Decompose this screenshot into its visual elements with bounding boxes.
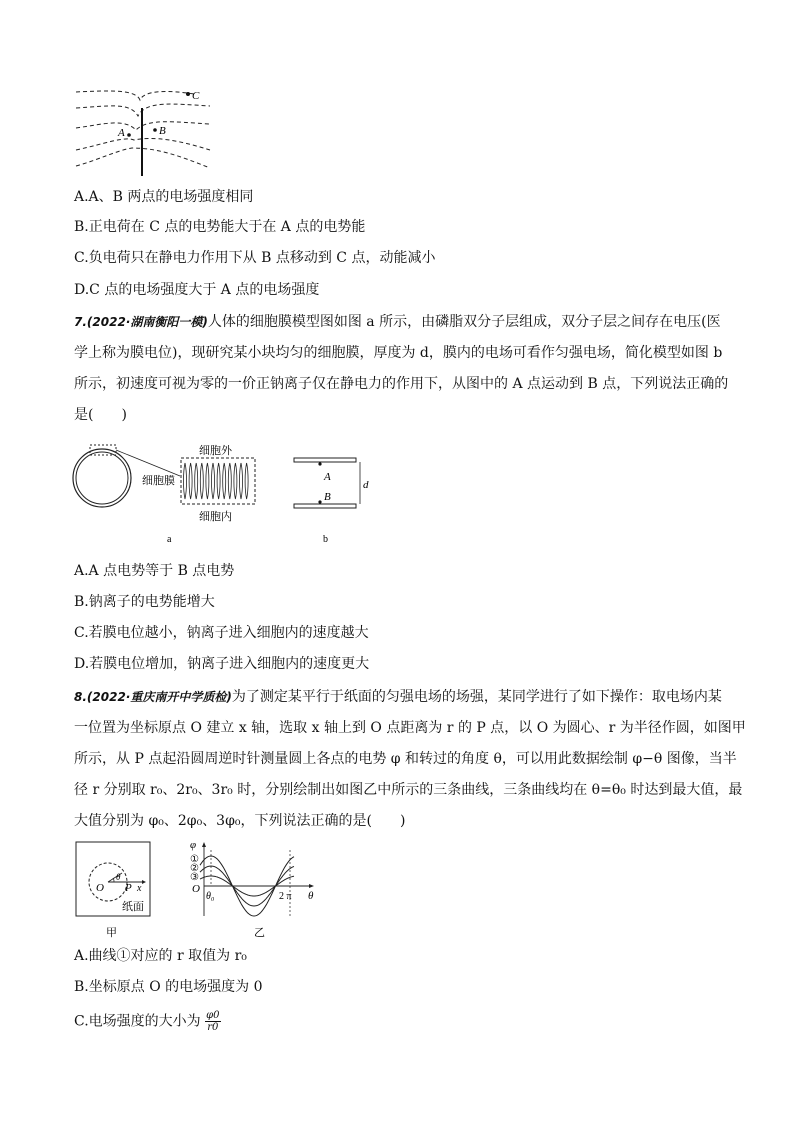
point-c-dot (186, 92, 190, 96)
q7-option-b: B.钠离子的电势能增大 (74, 594, 215, 610)
label-a: A (118, 127, 125, 139)
q8-stem-line5: 大值分别为 φ₀、2φ₀、3φ₀，下列说法正确的是( ) (74, 813, 406, 829)
q8-stem-line1 (74, 687, 724, 707)
lipid-loop (245, 463, 248, 499)
caption-a: a (167, 534, 172, 545)
cell-membrane-figure-a (72, 436, 272, 548)
label-outside: 细胞外 (199, 445, 232, 457)
field-lines-figure (74, 78, 214, 176)
lipid-loop (206, 463, 209, 499)
q6-option-a: A.A、B 两点的电场强度相同 (74, 189, 254, 205)
fraction-numerator: φ0 (206, 1010, 220, 1021)
circle-setup-figure-jia (74, 840, 156, 940)
cell-outer-circle (73, 449, 131, 507)
q6-option-c: C.负电荷只在静电力作用下从 B 点移动到 C 点，动能减小 (74, 250, 436, 266)
q6-option-d: D.C 点的电场强度大于 A 点的电场强度 (74, 282, 320, 298)
lipid-loop (223, 463, 226, 499)
label-curve-1: ① (190, 854, 199, 865)
q7-text1: 人体的细胞膜模型图如图 a 所示，由磷脂双分子层组成，双分子层之间存在电压(医 (207, 314, 721, 330)
label-two-pi: 2 π (279, 891, 292, 902)
label-theta-axis: θ (308, 890, 314, 902)
lipid-loop (234, 463, 237, 499)
q7-option-a: A.A 点电势等于 B 点电势 (74, 563, 235, 579)
label-phi: φ (190, 839, 197, 851)
label-d: d (363, 479, 369, 491)
lipid-loop (228, 463, 231, 499)
q8-option-a: A.曲线①对应的 r 取值为 r₀ (74, 948, 247, 964)
top-plate (294, 458, 356, 462)
plate-model-figure-b (290, 436, 390, 548)
caption-yi: 乙 (254, 927, 265, 939)
q8-stem-line2: 一位置为坐标原点 O 建立 x 轴，选取 x 轴上到 O 点距离为 r 的 P 点，以 O 为圆心、r 为半径作圆，如图甲 (74, 720, 746, 736)
point-a-dot (127, 133, 131, 137)
lipid-loop (240, 463, 243, 499)
label-o: O (96, 882, 104, 894)
point-b-dot (153, 128, 157, 132)
q7-stem-line1 (74, 312, 724, 332)
q8-stem-line4: 径 r 分别取 r₀、2r₀、3r₀ 时，分别绘制出如图乙中所示的三条曲线，三条曲线均在 θ=θ₀ 时达到最大值，最 (74, 782, 743, 798)
caption-jia: 甲 (106, 927, 117, 939)
label-curve-3: ③ (190, 872, 199, 883)
label-theta: θ (116, 872, 121, 882)
x-axis-arrow (142, 880, 146, 884)
label-inside: 细胞内 (199, 511, 232, 523)
bottom-plate (294, 504, 356, 508)
q8-number: 8. (74, 690, 87, 704)
q6-option-b: B.正电荷在 C 点的电势能大于在 A 点的电势能 (74, 219, 366, 235)
label-c: C (192, 90, 200, 102)
zoom-connector (116, 450, 180, 476)
theta-axis-arrow (309, 884, 314, 888)
fraction (205, 1010, 220, 1033)
q8-text1: 为了测定某平行于纸面的匀强电场的场强，某同学进行了如下操作：取电场内某 (231, 689, 722, 705)
q8-source: (2022·重庆南开中学质检) (86, 690, 232, 704)
caption-b: b (323, 534, 328, 545)
q7-option-d: D.若膜电位增加，钠离子进入细胞内的速度更大 (74, 656, 370, 672)
label-a: A (324, 471, 331, 483)
label-curve-2: ② (190, 863, 199, 874)
q7-stem-line4: 是( ) (74, 407, 127, 423)
label-b: B (324, 491, 331, 503)
lipid-loop (189, 463, 192, 499)
lipid-loop (200, 463, 203, 499)
label-membrane: 细胞膜 (142, 475, 175, 487)
label-p: P (125, 882, 132, 894)
lipid-loop (212, 463, 215, 499)
lipid-loop (184, 463, 187, 499)
lipid-loop (217, 463, 220, 499)
q7-number: 7. (74, 315, 87, 329)
label-theta0: θ₀ (206, 891, 215, 902)
point-b-dot (318, 500, 321, 503)
q7-stem-line2: 学上称为膜电位)，现研究某小块均匀的细胞膜，厚度为 d，膜内的电场可看作匀强电场，简化模型如图 b (74, 345, 723, 361)
q8-stem-line3: 所示，从 P 点起沿圆周逆时针测量圆上各点的电势 φ 和转过的角度 θ，可以用此数据绘制 φ−θ 图像，当半 (74, 751, 737, 767)
label-origin: O (192, 883, 200, 895)
lipid-loop (195, 463, 198, 499)
q8-option-c (74, 1010, 724, 1033)
q7-stem-line3: 所示，初速度可视为零的一价正钠离子仅在静电力的作用下，从图中的 A 点运动到 B 点，下列说法正确的 (74, 376, 729, 392)
phi-axis-arrow (202, 842, 206, 847)
q8-option-b: B.坐标原点 O 的电场强度为 0 (74, 979, 263, 995)
phi-theta-graph-yi (184, 836, 324, 940)
q7-source: (2022·湖南衡阳一模) (86, 315, 208, 329)
lipid-bilayer (184, 463, 249, 499)
label-b: B (159, 125, 166, 137)
q7-option-c: C.若膜电位越小，钠离子进入细胞内的速度越大 (74, 625, 369, 641)
label-paper: 纸面 (122, 901, 144, 913)
fraction-denominator: r0 (207, 1022, 219, 1033)
cell-inner-circle (76, 452, 128, 504)
point-a-dot (318, 462, 321, 465)
label-x: x (137, 883, 142, 894)
option-c-prefix: C.电场强度的大小为 (74, 1013, 201, 1030)
field-line (76, 91, 194, 100)
